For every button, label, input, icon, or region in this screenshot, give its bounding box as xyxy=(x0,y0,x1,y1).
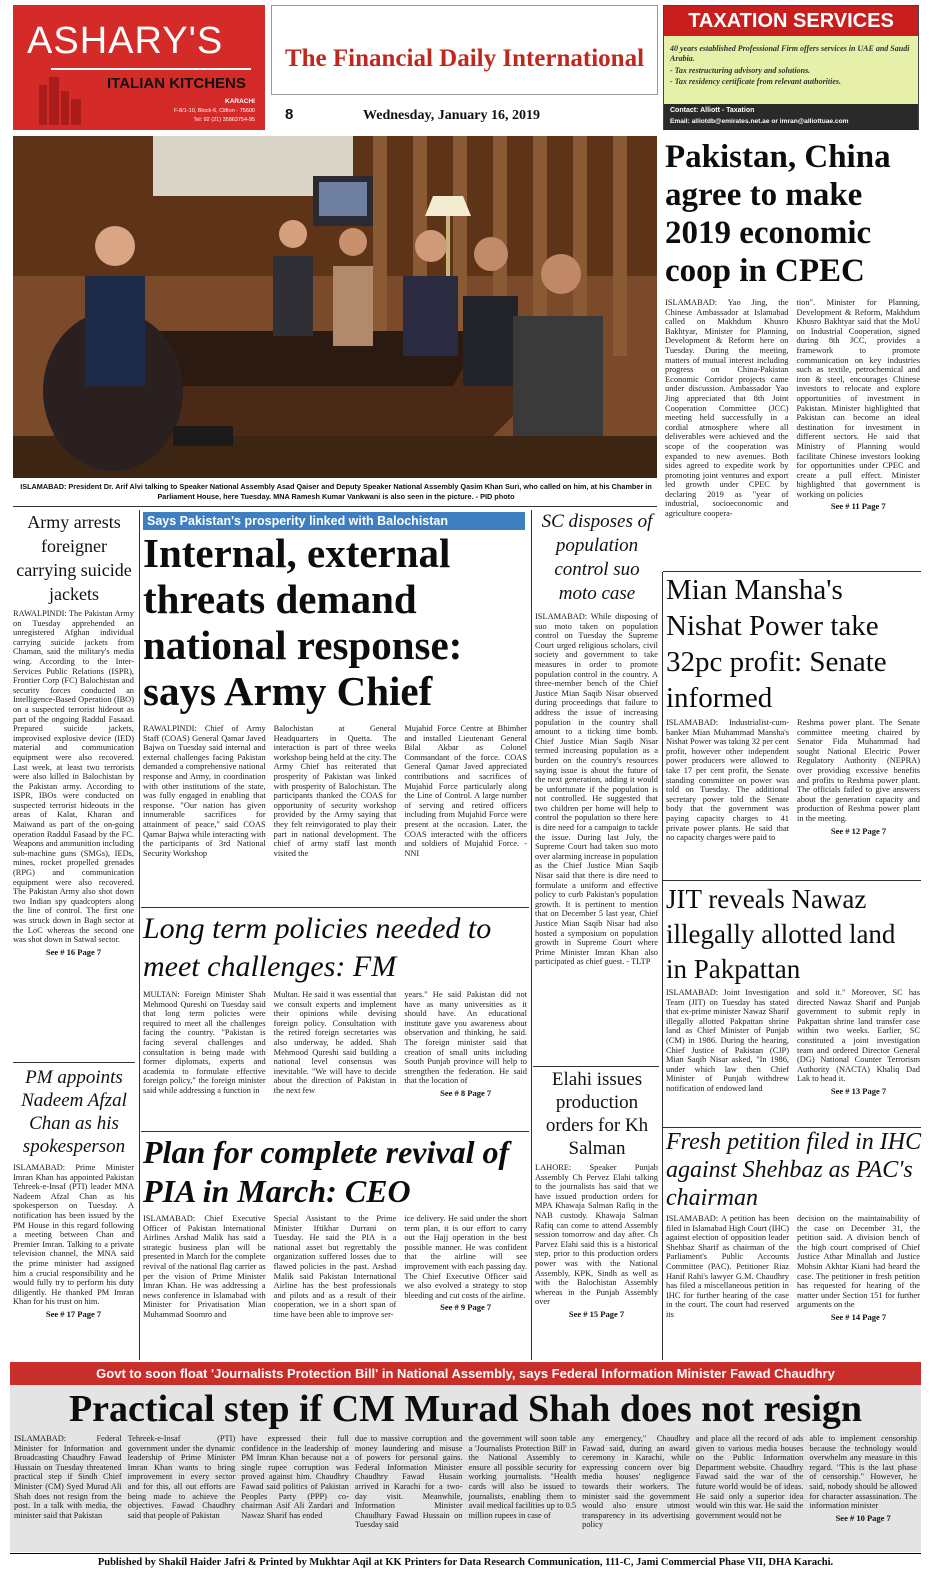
masthead-title: The Financial Daily International xyxy=(284,45,645,72)
headline-mansha: Mian Mansha's Nishat Power take 32pc profit: Senate informed xyxy=(666,574,887,714)
ad-phone: Tel: 92 (21) 35863754-95 xyxy=(193,117,255,123)
headline-jit: JIT reveals Nawaz illegally allotted land in Pakpattan xyxy=(666,884,896,984)
sc-body: ISLAMABAD: While disposing of suo moto taken on population control on Tuesday the Supreme Court urged religious scholars, civil society and government to take measures in order to promote population control in the country. A three-member bench of the Chief Justice Mian Saqib Nisar observed during proceedings that failure to address the issue of increasing population in the country shall amount to a ticking time bomb. Chief Justice Mian Saqib Nisar termed increasing population as a burden on the country's resources saying issue is about the future of the next generation, adding it would be unfortunate if the population is not controlled. He suggested that two children per home will help to control the population so there here is dire need for a campaign to tackle the issue. During last July, the Supreme Court had taken suo moto over alarming increase in population as the Chief Justice Mian Saqib Nisar said that there is dire need to formulate a uniform and effective policy to curb Pakistan's population growth. It is pertinent to mention that on December 5 last year, Chief Justice Mian Saqib Nisar had also hosted a symposium on population growth in Supreme Court where Prime Minister Imran Khan also participated as chief guest. - TLTP xyxy=(535,612,658,967)
murad-col3: have expressed their full confidence in the leadership of PM Imran Khan because not a single rupee corruption was proved against him. Chaudhry Fawad said politics of Pakistan Peoples Party (PPP) co-chairman Asif Ali Zardari and Nawaz Sharif has ended xyxy=(241,1434,349,1520)
article-pia xyxy=(143,1214,527,1320)
article-army-chief xyxy=(143,724,527,858)
army-chief-col2: Balochistan at General Headquarters in Quetta. The interaction is part of three weeks workshop being held at the city. The Army Chief has reiterated that prosperity of Pakistan was linked with prosperity of Balochistan. The participants thanked the COAS for opportunity of security workshop provided by the Army saying that they felt reinvigorated to play their part in national development. The chief of army staff last month visited the xyxy=(273,724,397,858)
article-fm xyxy=(143,990,527,1098)
fm-col1: MULTAN: Foreign Minister Shah Mehmood Qureshi on Tuesday said that long term policies were required to meet all the challenges facing the country. "Pakistan is facing several challenges and consultation is being made with former diplomats, experts and academia to formulate effective foreign policy," the foreign minister said while addressing a function in xyxy=(143,990,266,1095)
article-murad xyxy=(14,1434,917,1530)
tax-title: TAXATION SERVICES xyxy=(664,6,918,36)
army-arrests-see: See # 16 Page 7 xyxy=(45,946,102,957)
tax-line1: 40 years established Professional Firm offers services in UAE and Saudi Arabia. xyxy=(670,44,910,63)
ad-tagline: ITALIAN KITCHENS xyxy=(107,75,246,92)
tax-line3: - Tax residency certificate from relevant authorities. xyxy=(670,77,842,86)
cpec-col1: ISLAMABAD: Yao Jing, the Chinese Ambassador at Islamabad called on Makhdum Khusro Bakhtyar, Minister for Planning, Development & Reform here on Tuesday. During the meeting, matters of mutual interest including progress on China-Pakistan Economic Corridor projects came under discussion. Ambassador Yao Jing appreciated that 8th Joint Cooperation Committee (JCC) meeting held successfully in a cordial atmosphere where all deliverables were achieved and the scope of the cooperation was expanded to new avenues. Both sides agreed to expedite work by promoting joint ventures and export led growth under CPEC by declaring 2019 as "year of industrial, socioeconomic and agriculture coopera- xyxy=(665,298,789,519)
jit-col1: ISLAMABAD: Joint Investigation Team (JIT) on Tuesday has stated that ex-prime minister Nawaz Sharif illegally allotted Pakpattan shrine land as Chief Minister of Punjab (CM) in 1986. During the hearing, Chief Justice of Pakistan (CJP) Mian Saqib Nisar asked, "In 1986, under which law then Chief Minister of Punjab withdrew notification of endowed land xyxy=(666,988,789,1093)
headline-murad: Practical step if CM Murad Shah does not resign xyxy=(68,1388,863,1430)
ihc-see: See # 14 Page 7 xyxy=(830,1311,887,1322)
mansha-col2: Reshma power plant. The Senate committee meeting chaired by Senator Fida Muhammad had sought National Electric Power Regulatory Authority (NEPRA) over providing excessive benefits and profits to Reshma power plant. The officials failed to give answers about the generation capacity and production of Reshma power plant in the meeting. xyxy=(797,718,920,823)
army-chief-col1: RAWALPINDI: Chief of Army Staff (COAS) General Qamar Javed Bajwa on Tuesday said internal and external challenges facing Pakistan demanded a comprehensive national response and Army, in coordination with other institutions of the state, was fully engaged in enabling that response. "Our nation has given innumerable sacrifices for attainment of peace," said COAS Qamar Bajwa while interacting with the participants of 3rd National Security Workshop xyxy=(143,724,266,858)
kicker-army-chief: Says Pakistan's prosperity linked with Balochistan xyxy=(143,512,525,530)
masthead xyxy=(271,5,658,130)
army-chief-col3: Mujahid Force Centre at Bhimber and installed Lieutenant General Bilal Akbar as Colonel Commandant of the force. COAS General Qamar Javed appreciated contributions and sacrifices of Mujahid Force particularly along the Line of Control. A large number of serving and retired officers including from Mujahid Force were present at the occasion. Later, the COAS interacted with the officers and soldiers of Mujahid Force. - NNI xyxy=(404,724,527,858)
footer-imprint: Published by Shakil Haider Jafri & Printed by Mukhtar Aqil at KK Printers for Data Research Communication, 111-C, Jami Commercial Phase VII, DHA Karachi. xyxy=(97,1557,834,1568)
ad-taxation xyxy=(663,5,919,130)
murad-col7: and place all the record of ads given to various media houses on the Public Information Department website. Chaudhry Fawad said the war of the future world would be of ideas. He said only a superior idea would win this war. He said the government would not be xyxy=(695,1434,804,1520)
photo-caption: ISLAMABAD: President Dr. Arif Alvi talking to Speaker National Assembly Asad Qaiser and Deputy Speaker National Assembly Qasim Khan Suri, who called on him, at his Chamber in Parliament House, here Tuesday. MNA Ramesh Kumar Vankwani is also seen in the picture. - PID photo xyxy=(20,482,652,501)
article-pm-appoints xyxy=(13,1163,134,1319)
tax-email: Email: alliotdb@emirates.net.ae or imran@alliottuae.com xyxy=(670,118,849,125)
kicker-murad: Govt to soon float 'Journalists Protection Bill' in National Assembly, says Federal Information Minister Fawad Chaudhry xyxy=(10,1362,921,1385)
tax-contact: Contact: Alliott - Taxation xyxy=(670,107,755,114)
article-cpec xyxy=(665,298,920,519)
fm-see: See # 8 Page 7 xyxy=(440,1087,492,1098)
issue-date: Wednesday, January 16, 2019 xyxy=(363,108,540,123)
jit-see: See # 13 Page 7 xyxy=(830,1085,887,1096)
ihc-col2: decision on the maintainability of the case on December 31, the petition said. A division bench of the high court comprised of Chief Justice Athar Minallah and Justice Mohsin Akhtar Kiani had heard the case. The petitioner in fresh petition has requested for hearing of the matter under Section 151 for further arguments on the xyxy=(797,1214,920,1310)
mansha-see: See # 12 Page 7 xyxy=(830,825,887,836)
murad-col4: due to massive corruption and money laundering and misuse of powers for personal gains. Federal Information Minister Chaudhry Fawad Husain arrived in Karachi for a two-day visit. Meanwhile, Information Minister Chaudhary Fawad Hussain on Tuesday said xyxy=(354,1434,463,1530)
headline-army-arrests: Army arrests foreigner carrying suicide jackets xyxy=(16,512,132,604)
elahi-see: See # 15 Page 7 xyxy=(568,1308,625,1319)
pm-appoints-see: See # 17 Page 7 xyxy=(45,1308,102,1319)
pm-appoints-body: ISLAMABAD: Prime Minister Imran Khan has appointed Pakistan Tehreek-e-Insaf (PTI) leader MNA Nadeem Afzal Chan as his spokesperson on Tuesday. A notification has been issued by the PM House in this regard following a meeting between Chan and Premier Imran. Talking to a private television channel, the MNA said the prime minister had assigned him a crucial responsibility and he would fully try to perform his duty diligently. He thanked PM Imran Khan for his trust on him. xyxy=(13,1163,134,1307)
pia-see: See # 9 Page 7 xyxy=(440,1302,492,1313)
headline-elahi: Elahi issues production orders for Kh Salman xyxy=(545,1069,649,1159)
jit-col2: and sold it." Moreover, SC has directed Nawaz Sharif and Punjab government to submit reply in Pakpattan shrine land transfer case within two weeks. Earlier, SC constituted a joint investigation team and ordered Director General (DG) National Counter Terrorism Authority (NACTA) Khaliq Dad Lak to head it. xyxy=(797,988,920,1084)
article-jit xyxy=(666,988,920,1096)
headline-sc: SC disposes of population control suo moto case xyxy=(541,511,653,604)
headline-army-chief: Internal, external threats demand national response: says Army Chief xyxy=(143,530,463,714)
pia-col3: ice delivery. He said under the short term plan, it is our effort to carry out the Hajj operation in the best possible manner. He was confident that the airline will see improvement with each passing day. The Chief Executive Officer said we also evolved a strategy to stop bleeding and cut costs of the airline. xyxy=(404,1214,527,1300)
ihc-col1: ISLAMABAD: A petition has been filed in Islamabad High Court (IHC) against election of opposition leader Shehbaz Sharif as chairman of the Parliament's Public Accounts Committee (PAC). Petitioner Riaz Hanif Rahi's lawyer G.M. Chaudhry has filed a miscellaneous petition in IHC for further hearing of the case in the court. The court had reserved its xyxy=(666,1214,789,1319)
article-army-arrests xyxy=(13,609,134,957)
fm-col3: years." He said Pakistan did not have as many universities as it should have. An educational institute gave you awareness about observation and thinking, he said. The foreign minister said that creation of small units including South Punjab province will help to strengthen the federation. He said that the location of xyxy=(404,990,527,1086)
ad-brand: ASHARY'S xyxy=(27,20,224,62)
pia-col2: Special Assistant to the Prime Minister Iftikhar Durrani on Tuesday. He said the PIA is a national asset but regrettably the organization suffered losses due to flawed policies in the past. Arshad Malik said Pakistan International Airline has the best professionals and pilots and as a result of their cooperation, we in a short span of time have been able to improve ser- xyxy=(273,1214,397,1319)
ad-ashary xyxy=(13,5,265,130)
murad-col5: the government will soon table a 'Journalists Protection Bill' in the National Assembly to ensure all possible security for working journalists. "Health cards will also be issued to journalists, enabling them to avail medical facilities up to 0.5 million rupees in case of xyxy=(468,1434,577,1520)
army-arrests-body: RAWALPINDI: The Pakistan Army on Tuesday apprehended an unregistered Afghan individual carrying suicide jackets from Chaman, said the military's media wing. According to the Inter-Services Public Relations (ISPR), Frontier Corp (FC) Balochistan and security forces conducted an Intelligence-Based Operation (IBO) on a suspected terrorist hideout as part of the ongoing Raddul Fasaad. Prepared suicide jackets, improvised explosive device (IED) material and communication equipment were also recovered. Last week, at least two terrorists were also killed in Balochistan by the Pakistan army. According to ISPR, IBOs were conducted on suspected terrorist hideouts in the areas of Kalat, Kharan and Maiwand as part of the on-going operation Raddul Fasaad by the FC. Weapons and ammunition including sub-machine guns (SMGs), IEDs, mines, rocket propelled grenades (RPG) and communication equipment were also recovered. The Pakistan Army also shot down two Indian spy quadcopters along the line of control. The first one was struck down in Bagh sector at the LoC whereas the second one was shot down in Satwal sector. xyxy=(13,609,134,945)
ad-address: F-8/1-10, Block-6, Clifton - 75600 xyxy=(173,108,255,114)
murad-see: See # 10 Page 7 xyxy=(835,1512,891,1523)
page-number: 8 xyxy=(285,106,294,123)
cpec-see: See # 11 Page 7 xyxy=(830,501,886,512)
article-mansha xyxy=(666,718,920,843)
murad-col2: Tehreek-e-Insaf (PTI) government under the dynamic leadership of Prime Minister Imran Khan wants to bring improvement in every sector and for this, all out efforts are being made to achieve the objectives. Fawad Chaudhry said that people of Pakistan xyxy=(127,1434,236,1520)
headline-pm-appoints: PM appoints Nadeem Afzal Chan as his spokesperson xyxy=(21,1067,127,1157)
tax-line2: - Tax restructuring advisory and solutions. xyxy=(670,66,811,75)
cpec-col2: tion". Minister for Planning, Development & Reform, Makhdum Khusro Bakhtyar said that the MoU on Industrial Cooperation, signed during 8th JCC, provides a framework to promote communication on key industries such as textile, petrochemical and iron & steel, encourages Chinese investors to relocate and explore opportunities of investment in Pakistan. Minister highlighted that Pakistan can become an ideal destination for investment in different sectors. He said that Ministry of Planning would facilitate Chinese investors looking for opportunities under CPEC and create a pull effect. Minister highlighted that government is working on policies xyxy=(796,298,920,499)
headline-cpec: Pakistan, China agree to make 2019 economic coop in CPEC xyxy=(665,139,891,289)
ad-city: KARACHI xyxy=(225,98,255,105)
pia-col1: ISLAMABAD: Chief Executive Officer of Pakistan International Airlines Arshad Malik has said a strategic business plan will be presented in March for the complete revival of the national flag carrier as per the vision of Prime Minister Imran Khan. He was addressing a news conference in Islamabad with Minister for Privatisation Mian Muhammad Soomro and xyxy=(143,1214,266,1319)
murad-col1: ISLAMABAD: Federal Minister for Information and Broadcasting Chaudhry Fawad Hussain on Tuesday threatened practical step if Sindh Chief Minister (CM) Syed Murad Ali Shah does not resign from the post. In a talk with media, the minister said that Pakistan xyxy=(14,1434,122,1520)
building-icon xyxy=(35,77,85,125)
news-photo xyxy=(13,136,657,478)
article-elahi xyxy=(535,1163,658,1319)
murad-col8: able to implement censorship because the technology would overwhelm any measure in this regard. "This is the last phase of censorship." However, he said, nobody should be allowed for character assassination. The information minister xyxy=(809,1434,917,1511)
elahi-body: LAHORE: Speaker Punjab Assembly Ch Pervez Elahi talking to the journalists has said that we have issued production orders for MPA Khawaja Salman Rafiq in the NAB custody. Khawaja Salman Rafiq can come to attend Assembly session tomorrow and day after. Ch Parvez Elahi said this is a historical step, prior to this production orders power was with the National Assembly, KPK, Sindh as well as with the Balochistan Assembly whereas in the Punjab Assembly over xyxy=(535,1163,658,1307)
mansha-col1: ISLAMABAD: Industrialist-cum-banker Mian Muhammad Mansha's Nishat Power was taking 32 per cent profit, however other independent power producers were allowed to take 17 per cent profit, the Senate standing committee on power was told on Tuesday. The additional secretary power told the Senate body that the government was paying capacity charges to 41 private power plants. He said that no capacity charges were paid to xyxy=(666,718,789,843)
fm-col2: Multan. He said it was essential that we consult experts and implement their opinions while devising foreign policy. Consultation with the retired foreign secretaries was also underway, he added. Shah Mehmood Qureshi said building a national level consensus was inevitable. "We will have to decide about the direction of Pakistan in the next few xyxy=(273,990,397,1095)
headline-ihc: Fresh petition filed in IHC against Shehbaz as PAC's chairman xyxy=(666,1129,922,1211)
headline-fm: Long term policies needed to meet challenges: FM xyxy=(143,912,492,983)
headline-pia: Plan for complete revival of PIA in March: CEO xyxy=(143,1134,510,1209)
murad-col6: any emergency," Chaudhry Fawad said, during an award ceremony in Karachi, while expressing concern over big media houses' negligence towards their workers. The minister said the government would also ensure utmost transparency in its advertising policy xyxy=(582,1434,690,1530)
article-ihc xyxy=(666,1214,920,1322)
